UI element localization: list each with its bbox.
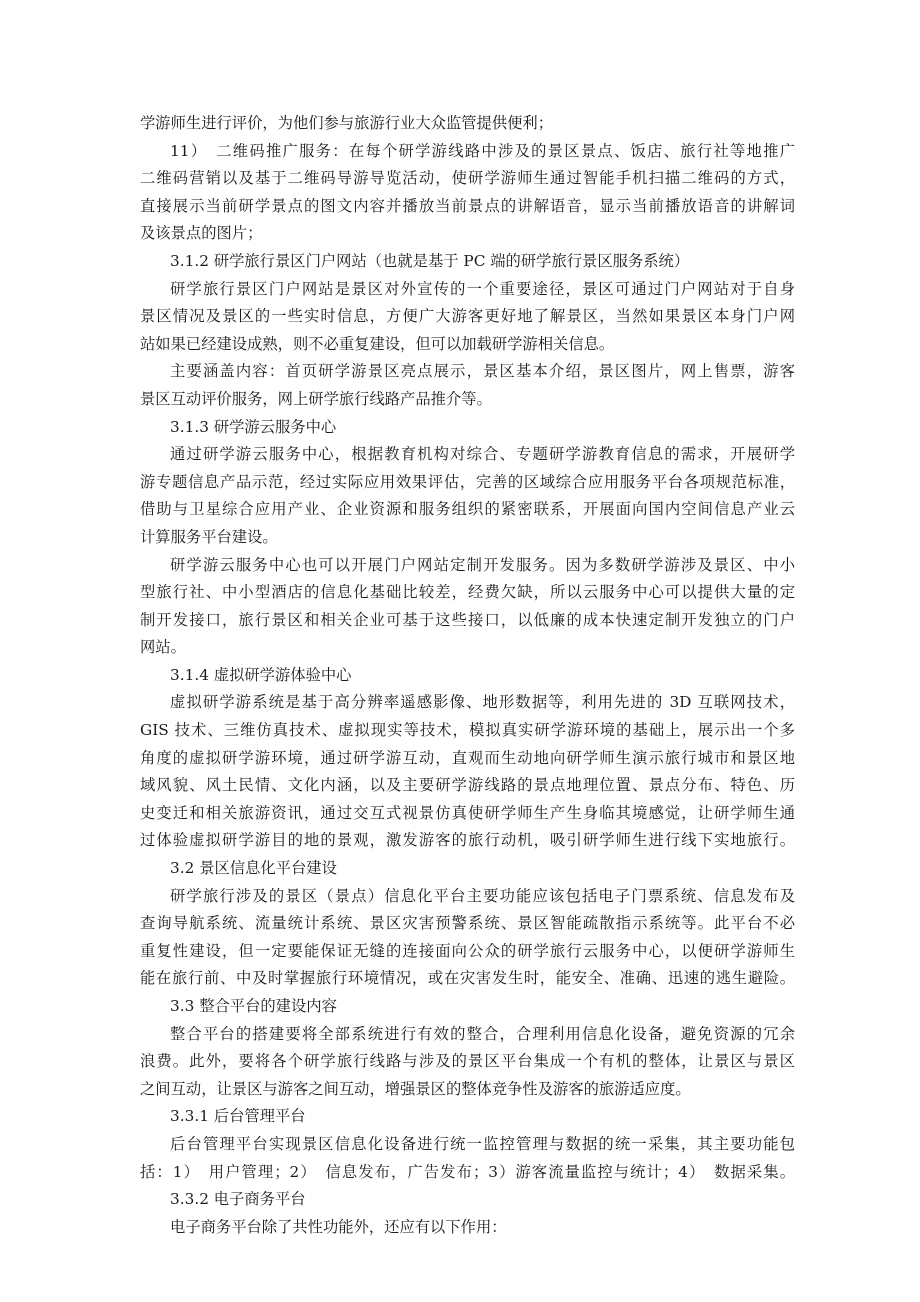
- text-line: 3.3.1 后台管理平台: [170, 1107, 306, 1126]
- text-line: 借助与卫星综合应用产业、企业资源和服务组织的紧密联系，开展面向国内空间信息产业云: [140, 500, 795, 519]
- text-line: 3.1.4 虚拟研学游体验中心: [170, 665, 352, 684]
- text-line: 研学游云服务中心也可以开展门户网站定制开发服务。因为多数研学游涉及景区、中小: [170, 555, 795, 574]
- document-body: [140, 110, 795, 1241]
- text-line: 域风貌、风土民情、文化内涵，以及主要研学游线路的景点地理位置、景点分布、特色、历: [140, 776, 795, 795]
- text-line: 二维码营销以及基于二维码导游导览活动，使研学游师生通过智能手机扫描二维码的方式，: [140, 169, 795, 188]
- text-line: 学游师生进行评价，为他们参与旅游行业大众监管提供便利；: [140, 114, 554, 132]
- text-line: 虚拟研学游系统是基于高分辨率遥感影像、地形数据等，利用先进的 3D 互联网技术，: [170, 693, 795, 712]
- text-line: 11） 二维码推广服务：在每个研学游线路中涉及的景区景点、饭店、旅行社等地推广: [170, 141, 795, 160]
- text-line: 3.3.2 电子商务平台: [170, 1190, 306, 1209]
- text-line: 3.2 景区信息化平台建设: [170, 859, 337, 878]
- text-line: 3.1.3 研学游云服务中心: [170, 417, 337, 436]
- text-line: 重复性建设，但一定要能保证无缝的连接面向公众的研学旅行云服务中心，以便研学游师生: [140, 941, 795, 960]
- text-line: 型旅行社、中小型酒店的信息化基础比较差，经费欠缺，所以云服务中心可以提供大量的定: [140, 583, 795, 602]
- text-line: 直接展示当前研学景点的图文内容并播放当前景点的讲解语音，显示当前播放语音的讲解词: [140, 196, 795, 215]
- text-line: 浪费。此外，要将各个研学旅行线路与涉及的景区平台集成一个有机的整体，让景区与景区: [140, 1052, 795, 1071]
- text-line: 史变迁和相关旅游资讯，通过交互式视景仿真使研学师生产生身临其境感觉，让研学师生通: [140, 803, 795, 822]
- text-line: 站如果已经建设成熟，则不必重复建设，但可以加载研学游相关信息。: [140, 334, 615, 353]
- text-line: 之间互动，让景区与游客之间互动，增强景区的整体竞争性及游客的旅游适应度。: [140, 1079, 691, 1098]
- text-line: 括：1） 用户管理；2） 信息发布，广告发布；3）游客流量监控与统计；4） 数据采集。: [140, 1162, 795, 1181]
- text-line: 能在旅行前、中及时掌握旅行环境情况，或在灾害发生时，能安全、准确、迅速的逃生避险。: [140, 969, 795, 988]
- text-line: 查询导航系统、流量统计系统、景区灾害预警系统、景区智能疏散指示系统等。此平台不必: [140, 914, 795, 933]
- text-line: 景区互动评价服务，网上研学旅行线路产品推介等。: [140, 389, 492, 408]
- text-line: 研学旅行涉及的景区（景点）信息化平台主要功能应该包括电子门票系统、信息发布及: [170, 886, 795, 905]
- text-line: 角度的虚拟研学游环境，通过研学游互动，直观而生动地向研学师生演示旅行城市和景区地: [140, 748, 795, 767]
- text-line: 3.3 整合平台的建设内容: [170, 997, 337, 1015]
- text-line: 通过研学游云服务中心，根据教育机构对综合、专题研学游教育信息的需求，开展研学: [170, 445, 795, 464]
- text-line: GIS 技术、三维仿真技术、虚拟现实等技术，模拟真实研学游环境的基础上，展示出一个多: [140, 721, 795, 740]
- text-line: 电子商务平台除了共性功能外，还应有以下作用：: [170, 1217, 507, 1236]
- text-line: 后台管理平台实现景区信息化设备进行统一监控管理与数据的统一采集，其主要功能包: [170, 1134, 795, 1153]
- text-line: 过体验虚拟研学游目的地的景观，激发游客的旅行动机，吸引研学师生进行线下实地旅行。: [140, 831, 795, 850]
- text-line: 游专题信息产品示范，经过实际应用效果评估，完善的区域综合应用服务平台各项规范标准，: [140, 472, 795, 491]
- text-line: 3.1.2 研学旅行景区门户网站（也就是基于 PC 端的研学旅行景区服务系统）: [170, 251, 690, 270]
- text-line: 及该景点的图片；: [140, 224, 263, 243]
- text-line: 景区情况及景区的一些实时信息，方便广大游客更好地了解景区，当然如果景区本身门户网: [140, 307, 795, 326]
- text-line: 整合平台的搭建要将全部系统进行有效的整合，合理利用信息化设备，避免资源的冗余: [170, 1024, 795, 1043]
- text-line: 主要涵盖内容：首页研学游景区亮点展示，景区基本介绍，景区图片，网上售票，游客: [170, 362, 795, 381]
- text-line: 网站。: [140, 638, 186, 657]
- text-line: 计算服务平台建设。: [140, 527, 278, 546]
- text-line: 制开发接口，旅行景区和相关企业可基于这些接口，以低廉的成本快速定制开发独立的门户: [140, 610, 795, 629]
- text-line: 研学旅行景区门户网站是景区对外宣传的一个重要途径，景区可通过门户网站对于自身: [170, 279, 795, 298]
